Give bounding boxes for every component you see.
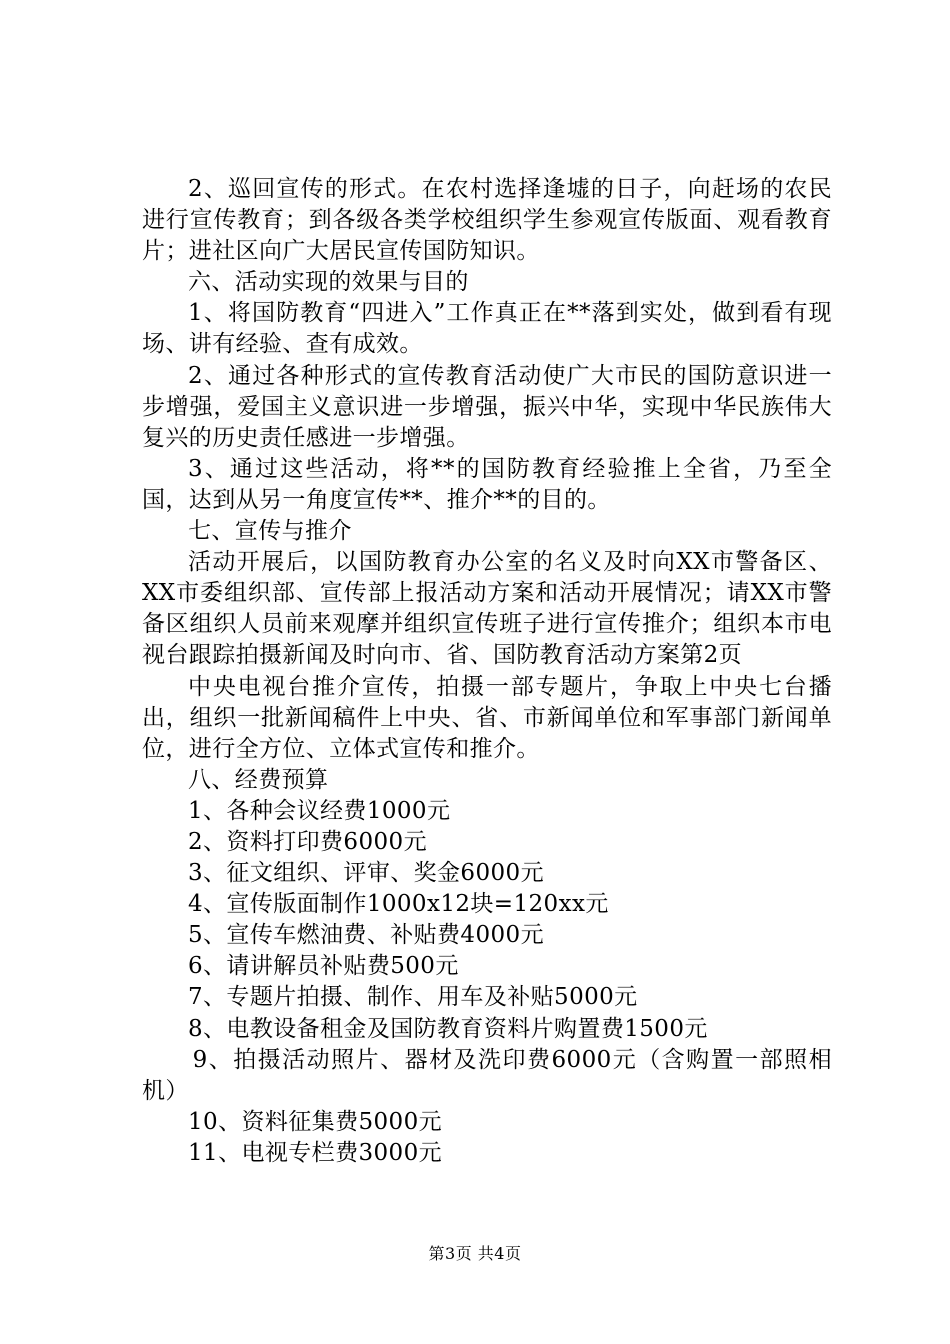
paragraph: 2、巡回宣传的形式。在农村选择逢墟的日子，向赶场的农民进行宣传教育；到各级各类学校组织学生参观宣传版面、观看教育片；进社区向广大居民宣传国防知识。 — [142, 176, 832, 265]
paragraph: 3、通过这些活动，将**的国防教育经验推上全省，乃至全国，达到从另一角度宣传**、推介**的目的。 — [142, 455, 832, 513]
paragraph: 中央电视台推介宣传，拍摄一部专题片，争取上中央七台播出，组织一批新闻稿件上中央、省、市新闻单位和军事部门新闻单位，进行全方位、立体式宣传和推介。 — [142, 673, 832, 762]
paragraph: 活动开展后，以国防教育办公室的名义及时向XX市警备区、XX市委组织部、宣传部上报活动方案和活动开展情况；请XX市警备区组织人员前来观摩并组织宣传班子进行宣传推介；组织本市电视台跟踪拍摄新闻及时向市、省、国防教育活动方案第2页 — [142, 549, 832, 669]
page-footer: 第3页 共4页 — [428, 1244, 522, 1263]
budget-item: 11、电视专栏费3000元 — [188, 1139, 442, 1166]
budget-item: 5、宣传车燃油费、补贴费4000元 — [188, 922, 544, 949]
budget-item: 3、征文组织、评审、奖金6000元 — [188, 860, 544, 887]
section-heading: 八、经费预算 — [188, 766, 329, 793]
budget-item: 7、专题片拍摄、制作、用车及补贴5000元 — [188, 984, 638, 1011]
budget-item: 6、请讲解员补贴费500元 — [188, 953, 459, 980]
budget-item: 4、宣传版面制作1000x12块=120xx元 — [188, 891, 609, 918]
budget-item: 8、电教设备租金及国防教育资料片购置费1500元 — [188, 1015, 708, 1042]
budget-item: 10、资料征集费5000元 — [188, 1108, 442, 1135]
budget-item: 9、拍摄活动照片、器材及洗印费6000元（含购置一部照相机） — [142, 1046, 832, 1104]
section-heading: 六、活动实现的效果与目的 — [188, 269, 469, 296]
paragraph: 1、将国防教育“四进入”工作真正在**落到实处，做到看有现场、讲有经验、查有成效。 — [142, 300, 832, 358]
paragraph: 2、通过各种形式的宣传教育活动使广大市民的国防意识进一步增强，爱国主义意识进一步增强，振兴中华，实现中华民族伟大复兴的历史责任感进一步增强。 — [142, 362, 832, 451]
budget-item: 1、各种会议经费1000元 — [188, 797, 451, 824]
budget-item: 2、资料打印费6000元 — [188, 828, 427, 855]
section-heading: 七、宣传与推介 — [188, 518, 352, 545]
document-body — [142, 174, 832, 1169]
